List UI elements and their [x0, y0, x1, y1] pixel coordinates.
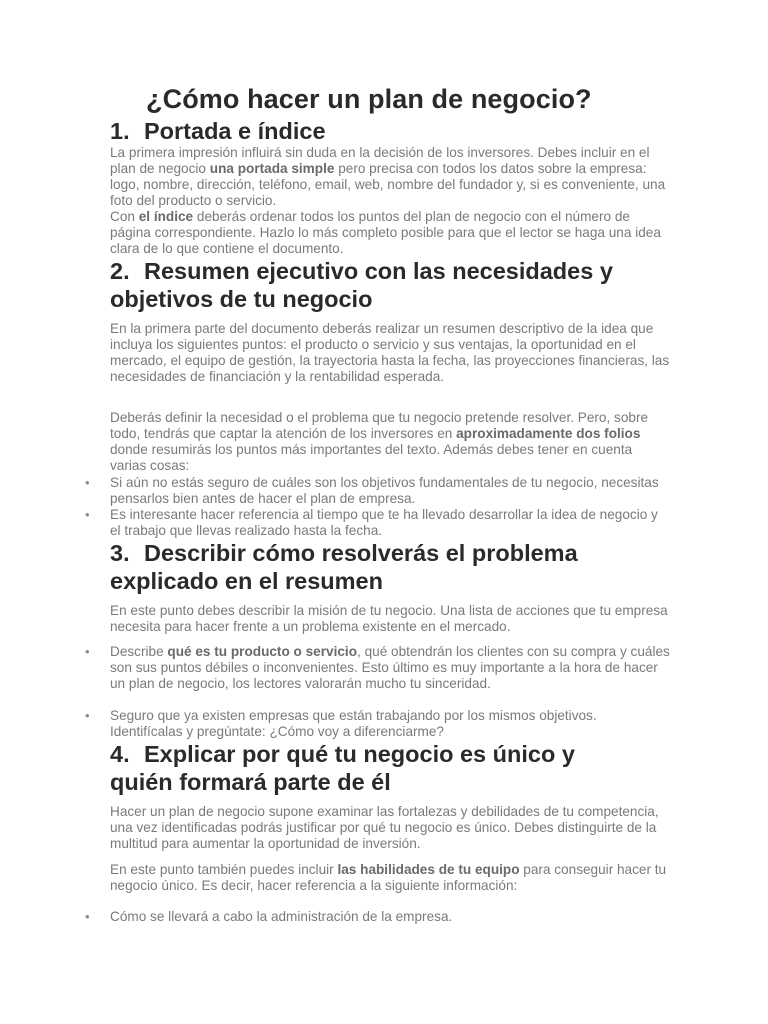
text: , qué obtendrán los clientes con su compra y cuáles son sus puntos débiles o inconvenientes. Esto último es muy importante a la hora de hacer un plan de negocio, los lectores valorarán mucho tu sinceridad.	[110, 644, 670, 691]
text: La primera impresión influirá sin duda en la decisión de los inversores. Debes incluir en el plan de negocio	[110, 145, 650, 176]
section-2-heading	[110, 257, 670, 313]
section-number: 3.	[110, 540, 130, 566]
bullet-icon: •	[85, 507, 90, 522]
bold-text: aproximadamente dos folios	[456, 426, 641, 441]
bullet-text: Si aún no estás seguro de cuáles son los objetivos fundamentales de tu negocio, necesitas pensarlos bien antes de hacer el plan de empresa.	[110, 475, 659, 506]
text: pero precisa con todos los datos sobre la empresa: logo, nombre, dirección, teléfono, email, web, nombre del fundador y, si es conveniente, una foto del producto o servicio.	[110, 161, 666, 208]
section-number: 2.	[110, 258, 130, 284]
bullet-text: Es interesante hacer referencia al tiempo que te ha llevado desarrollar la idea de negocio y el trabajo que llevas realizado hasta la fecha.	[110, 507, 658, 538]
section-4-heading	[110, 740, 670, 796]
section-title-line-2: explicado en el resumen	[110, 568, 383, 594]
bullet-icon: •	[85, 475, 90, 490]
bold-text: una portada simple	[209, 161, 335, 176]
section-title-line-2: quién formará parte de él	[110, 769, 391, 795]
section-title-line-1: Explicar por qué tu negocio es único y	[144, 741, 575, 767]
section-2-bullet-1	[85, 475, 670, 507]
section-number: 1.	[110, 118, 130, 144]
section-4-paragraph-2	[110, 862, 670, 894]
section-3-heading	[110, 539, 670, 595]
section-title-line-1: Resumen ejecutivo con las necesidades y	[144, 258, 613, 284]
text: Deberás definir la necesidad o el problema que tu negocio pretende resolver. Pero, sobre todo, tendrás que captar la atención de los inversores en	[110, 410, 649, 441]
section-title-line-1: Describir cómo resolverás el problema	[144, 540, 578, 566]
bullet-icon: •	[85, 644, 90, 659]
section-2-paragraph-1: En la primera parte del documento deberás realizar un resumen descriptivo de la idea que incluya los siguientes puntos: el producto o servicio y sus ventajas, la oportunidad en el mercado, el equipo de gestión, la trayectoria hasta la fecha, las proyecciones financieras, las necesidades de financiación y la rentabilidad esperada.	[110, 321, 670, 384]
section-4-bullet-1	[85, 909, 670, 925]
section-title: Portada e índice	[144, 118, 326, 144]
bold-text: el índice	[138, 209, 194, 224]
section-4-paragraph-1: Hacer un plan de negocio supone examinar las fortalezas y debilidades de tu competencia, una vez identificadas podrás justificar por qué tu negocio es único. Debes distinguirte de la multitud para aumentar la oportunidad de inversión.	[110, 804, 659, 851]
document-title: ¿Cómo hacer un plan de negocio?	[146, 84, 592, 114]
section-number: 4.	[110, 741, 130, 767]
text: para conseguir hacer tu negocio único. Es decir, hacer referencia a la siguiente información:	[110, 862, 667, 893]
section-1-paragraph-2	[110, 209, 670, 257]
bullet-text: Cómo se llevará a cabo la administración de la empresa.	[110, 909, 453, 924]
section-2-paragraph-2	[110, 410, 670, 474]
bullet-icon: •	[85, 909, 90, 924]
text: deberás ordenar todos los puntos del plan de negocio con el número de página correspondiente. Hazlo lo más completo posible para que el lector se haga una idea clara de lo que contiene el documento.	[110, 209, 661, 256]
bold-text: las habilidades de tu equipo	[337, 862, 520, 877]
section-2-bullet-2	[85, 507, 670, 539]
section-3-bullet-1	[85, 644, 670, 692]
section-title-line-2: objetivos de tu negocio	[110, 286, 373, 312]
section-3-paragraph-1: En este punto debes describir la misión de tu negocio. Una lista de acciones que tu empresa necesita para hacer frente a un problema existente en el mercado.	[110, 603, 668, 634]
text: Describe	[110, 644, 168, 659]
text: Con	[110, 209, 139, 224]
bold-text: qué es tu producto o servicio	[167, 644, 358, 659]
bullet-text: Seguro que ya existen empresas que están trabajando por los mismos objetivos. Identifícalas y pregúntate: ¿Cómo voy a diferenciarme?	[110, 708, 597, 739]
section-3-bullet-2	[85, 708, 670, 740]
section-1-paragraph-1	[110, 145, 670, 209]
text: En este punto también puedes incluir	[110, 862, 338, 877]
text: donde resumirás los puntos más importantes del texto. Además debes tener en cuenta varias cosas:	[110, 442, 633, 473]
bullet-icon: •	[85, 708, 90, 723]
section-1-heading	[110, 117, 670, 145]
